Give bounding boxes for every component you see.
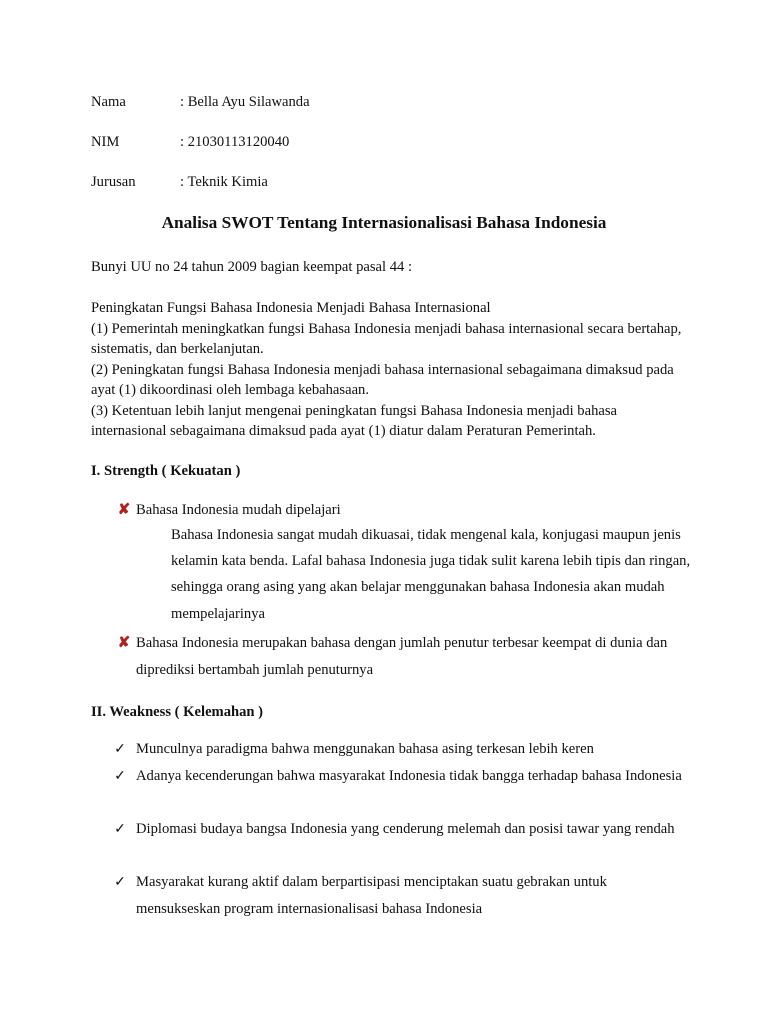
weakness-item [116, 869, 686, 923]
nama-label: Nama [91, 94, 126, 110]
nama-value: : Bella Ayu Silawanda [180, 94, 310, 110]
weakness-item-text: Adanya kecenderungan bahwa masyarakat Indonesia tidak bangga terhadap bahasa Indonesia [136, 768, 682, 784]
check-mark-icon: ✓ [114, 742, 126, 757]
cross-mark-icon: ✘ [117, 635, 131, 651]
strength-item-text: Bahasa Indonesia mudah dipelajari [136, 502, 341, 518]
law-intro: Bunyi UU no 24 tahun 2009 bagian keempat pasal 44 : [91, 259, 413, 275]
cross-mark-icon: ✘ [117, 502, 131, 518]
strength-heading: I. Strength ( Kekuatan ) [91, 463, 241, 479]
law-heading: Peningkatan Fungsi Bahasa Indonesia Menjadi Bahasa Internasional [91, 300, 491, 316]
info-row-nim [91, 133, 289, 151]
weakness-item-text: Masyarakat kurang aktif dalam berpartisipasi menciptakan suatu gebrakan untuk mensukseskan program internasionalisasi bahasa Indonesia [136, 874, 607, 917]
info-row-nama [91, 93, 310, 111]
check-mark-icon: ✓ [114, 875, 126, 890]
weakness-heading: II. Weakness ( Kelemahan ) [91, 704, 264, 720]
weakness-item [116, 763, 686, 790]
law-paragraph-3: (3) Ketentuan lebih lanjut mengenai peningkatan fungsi Bahasa Indonesia menjadi bahasa internasional sebagaimana dimaksud pada ayat (1) diatur dalam Peraturan Pemerintah. [91, 402, 618, 439]
info-row-jurusan [91, 173, 268, 191]
check-mark-icon: ✓ [114, 769, 126, 784]
strength-item [116, 630, 686, 684]
weakness-item-text: Munculnya paradigma bahwa menggunakan bahasa asing terkesan lebih keren [136, 741, 594, 757]
strength-item [116, 497, 686, 524]
strength-item-detail: Bahasa Indonesia sangat mudah dikuasai, tidak mengenal kala, konjugasi maupun jenis kelamin kata benda. Lafal bahasa Indonesia juga tidak sulit karena lebih tipis dan ringan, sehingga orang asing yang akan belajar menggunakan bahasa Indonesia akan mudah mempelajarinya [171, 527, 691, 622]
document-title: Analisa SWOT Tentang Internasionalisasi Bahasa Indonesia [161, 213, 607, 232]
check-mark-icon: ✓ [114, 822, 126, 837]
jurusan-value: : Teknik Kimia [180, 174, 268, 190]
law-paragraph-2: (2) Peningkatan fungsi Bahasa Indonesia menjadi bahasa internasional sebagaimana dimaksud pada ayat (1) dikoordinasi oleh lembaga kebahasaan. [91, 361, 674, 398]
weakness-item [116, 816, 686, 843]
law-text [91, 298, 691, 442]
strength-item-text: Bahasa Indonesia merupakan bahasa dengan jumlah penutur terbesar keempat di dunia dan diprediksi bertambah jumlah penuturnya [136, 635, 668, 678]
weakness-item-text: Diplomasi budaya bangsa Indonesia yang cenderung melemah dan posisi tawar yang rendah [136, 821, 675, 837]
nim-label: NIM [91, 134, 120, 150]
nim-value: : 21030113120040 [180, 134, 290, 150]
weakness-item [116, 736, 686, 763]
jurusan-label: Jurusan [91, 174, 136, 190]
law-paragraph-1: (1) Pemerintah meningkatkan fungsi Bahasa Indonesia menjadi bahasa internasional secara bertahap, sistematis, dan berkelanjutan. [91, 320, 682, 357]
